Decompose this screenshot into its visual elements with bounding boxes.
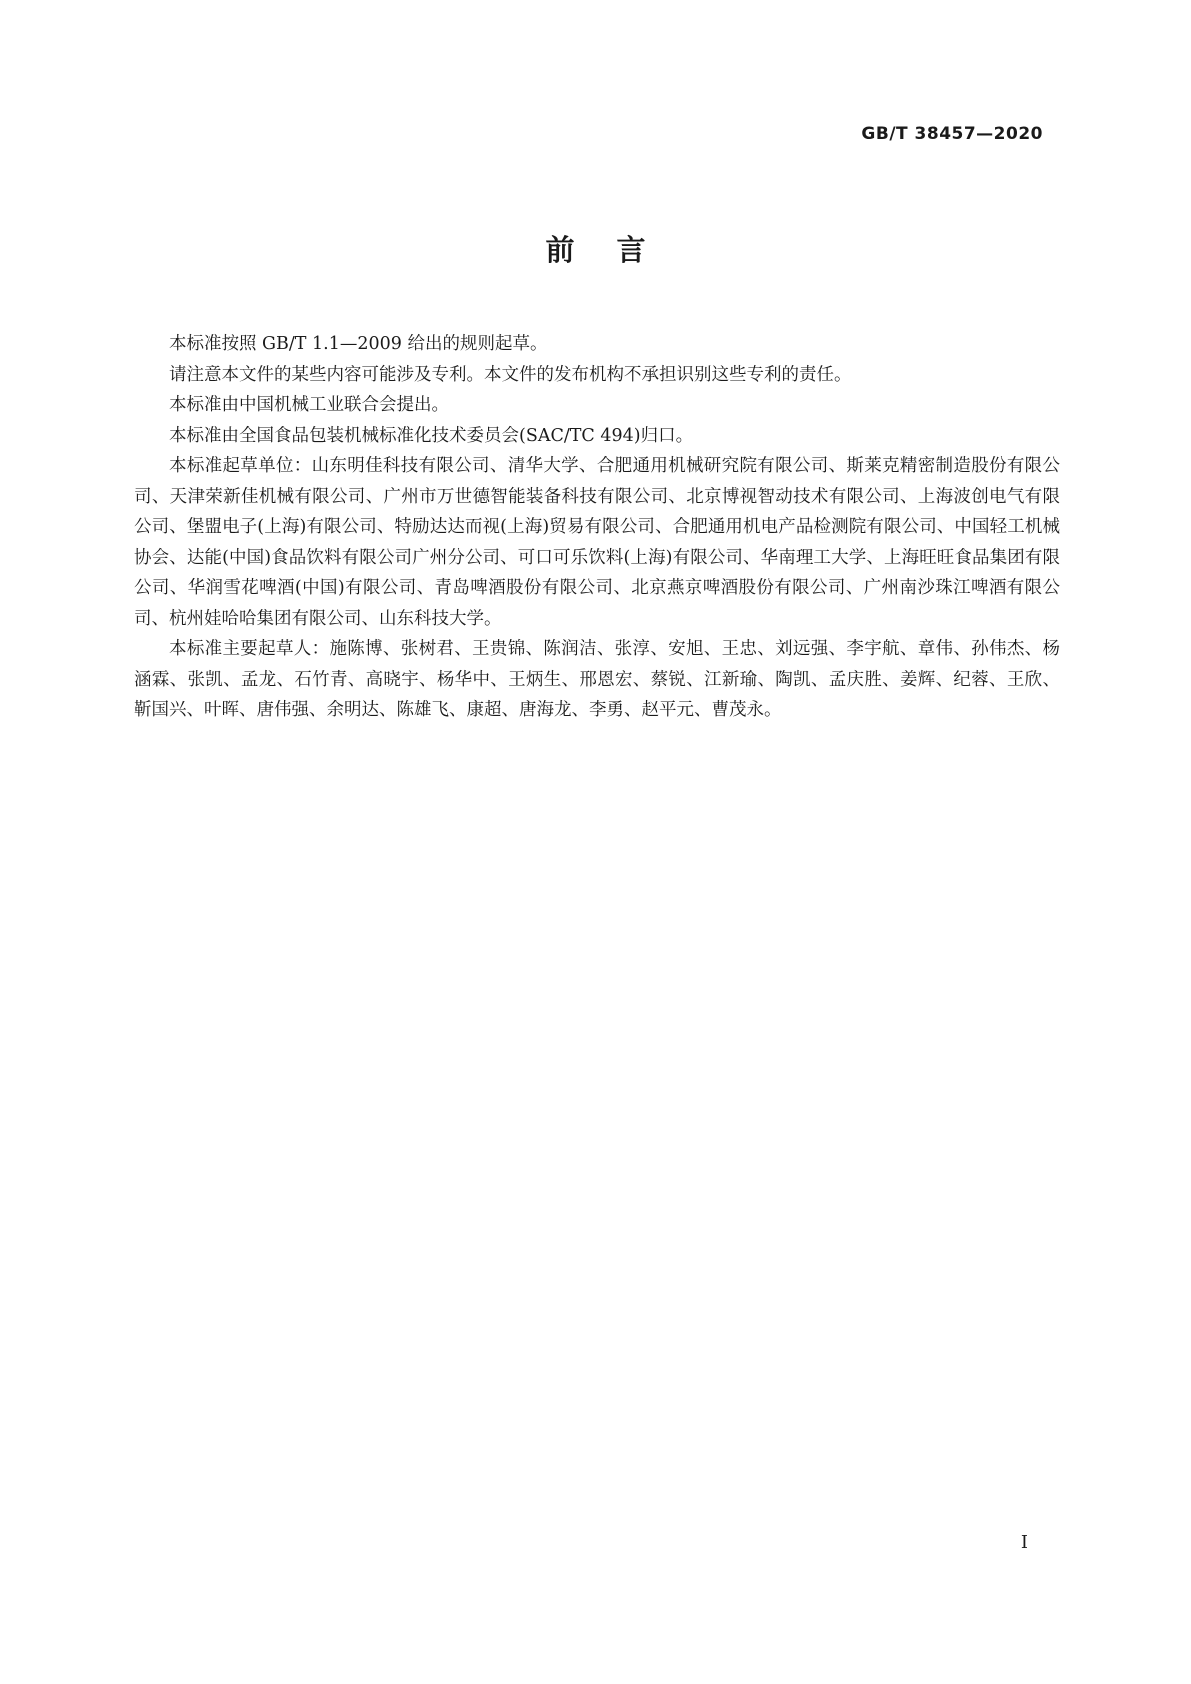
paragraph-drafting-rules: 本标准按照 GB/T 1.1—2009 给出的规则起草。 [169, 334, 548, 354]
paragraph-patent-notice: 请注意本文件的某些内容可能涉及专利。本文件的发布机构不承担识别这些专利的责任。 [169, 364, 852, 385]
page-number: I [1020, 1532, 1028, 1553]
paragraph-centralized-management: 本标准由全国食品包装机械标准化技术委员会(SAC/TC 494)归口。 [169, 425, 694, 446]
page-title: 前言 [545, 233, 688, 267]
standard-code-header: GB/T 38457—2020 [861, 124, 1043, 144]
document-body [134, 329, 1060, 726]
paragraph-proposer: 本标准由中国机械工业联合会提出。 [169, 395, 449, 415]
paragraph-main-drafters: 本标准主要起草人：施陈博、张树君、王贵锦、陈润洁、张淳、安旭、王忠、刘远强、李宇航、章伟、孙伟杰、杨涵霖、张凯、孟龙、石竹青、高晓宇、杨华中、王炳生、邢恩宏、蔡锐、江新瑜、陶凯、孟庆胜、姜辉、纪蓉、王欣、靳国兴、叶晖、唐伟强、余明达、陈雄飞、康超、唐海龙、李勇、赵平元、曹茂永。 [134, 639, 1060, 720]
paragraph-drafting-units: 本标准起草单位：山东明佳科技有限公司、清华大学、合肥通用机械研究院有限公司、斯莱克精密制造股份有限公司、天津荣新佳机械有限公司、广州市万世德智能装备科技有限公司、北京博视智动技术有限公司、上海波创电气有限公司、堡盟电子(上海)有限公司、特励达达而视(上海)贸易有限公司、合肥通用机电产品检测院有限公司、中国轻工机械协会、达能(中国)食品饮料有限公司广州分公司、可口可乐饮料(上海)有限公司、华南理工大学、上海旺旺食品集团有限公司、华润雪花啤酒(中国)有限公司、青岛啤酒股份有限公司、北京燕京啤酒股份有限公司、广州南沙珠江啤酒有限公司、杭州娃哈哈集团有限公司、山东科技大学。 [134, 456, 1060, 629]
